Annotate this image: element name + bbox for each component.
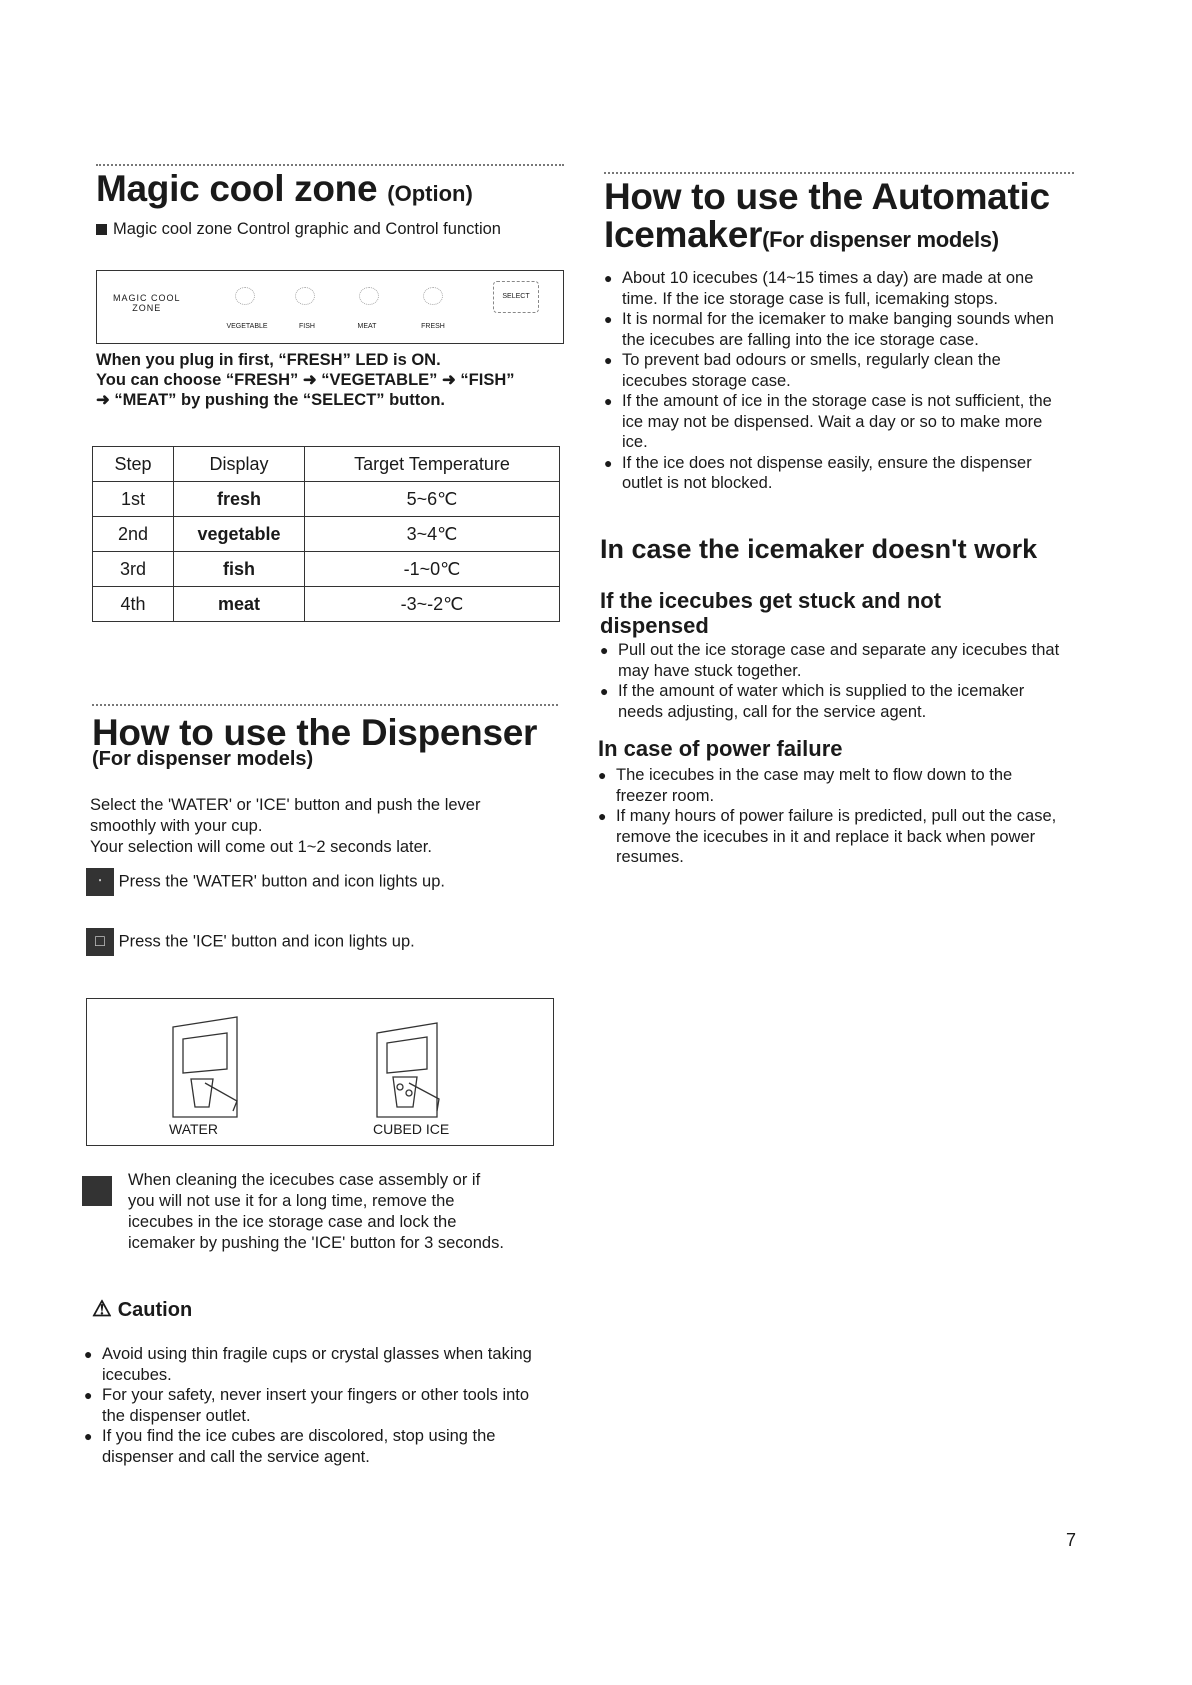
icemaker-title xyxy=(604,178,1050,259)
intro-line: smoothly with your cup. xyxy=(90,817,263,835)
water-note xyxy=(86,868,445,896)
water-label: WATER xyxy=(169,1121,218,1137)
magic-subtitle xyxy=(96,219,501,240)
icemaker-item: ● About 10 icecubes (14~15 times a day) are made at one time. If the ice storage case is full, icemaking stops. xyxy=(604,268,1064,309)
page-number: 7 xyxy=(1066,1530,1077,1550)
led-meat-icon xyxy=(359,287,379,305)
cell-display: vegetable xyxy=(174,517,305,552)
table-header-row xyxy=(93,447,560,482)
header-step: Step xyxy=(93,447,174,482)
water-note-text: Press the 'WATER' button and icon lights up. xyxy=(118,872,445,891)
control-panel-graphic xyxy=(96,270,564,344)
ice-note-text: Press the 'ICE' button and icon lights up. xyxy=(118,932,415,951)
icemaker-item: ● To prevent bad odours or smells, regularly clean the icecubes storage case. xyxy=(604,350,1064,391)
header-display: Display xyxy=(174,447,305,482)
caution-title: Caution xyxy=(117,1299,193,1321)
intro-line: Your selection will come out 1~2 seconds later. xyxy=(90,838,432,856)
subtitle-text: Magic cool zone Control graphic and Control function xyxy=(113,220,501,238)
icemaker-title-line2: Icemaker xyxy=(604,214,763,255)
icemaker-item: ● It is normal for the icemaker to make banging sounds when the icecubes are falling into the ice storage case. xyxy=(604,309,1064,350)
lock-note xyxy=(128,1170,504,1254)
led-fresh-icon xyxy=(423,287,443,305)
zone-label-line1: MAGIC COOL xyxy=(113,293,181,303)
led-label-fresh: FRESH xyxy=(421,323,445,330)
dispenser-subtitle: (For dispenser models) xyxy=(92,748,314,770)
title-text: Magic cool zone xyxy=(96,168,378,209)
dispenser-intro xyxy=(90,795,480,858)
intro-line: Select the 'WATER' or 'ICE' button and push the lever xyxy=(90,796,481,814)
cell-temperature: 3~4℃ xyxy=(305,517,560,552)
zone-label xyxy=(113,293,181,313)
caution-item: ● Avoid using thin fragile cups or crystal glasses when taking icecubes. xyxy=(84,1344,534,1385)
instruction-line: When you plug in first, “FRESH” LED is ON. xyxy=(96,351,441,369)
section-rule xyxy=(96,164,564,166)
icemaker-title-suffix: (For dispenser models) xyxy=(762,227,999,252)
water-button-icon: ‧ xyxy=(86,868,114,896)
cell-display: fish xyxy=(174,552,305,587)
header-target-temperature: Target Temperature xyxy=(305,447,560,482)
cell-step: 1st xyxy=(93,482,174,517)
led-fish-icon xyxy=(295,287,315,305)
lock-note-line: When cleaning the icecubes case assembly or if xyxy=(128,1171,481,1189)
caution-list xyxy=(84,1344,534,1467)
power-list xyxy=(598,765,1060,868)
dispenser-illustration xyxy=(86,998,554,1146)
cell-temperature: -3~-2℃ xyxy=(305,587,560,622)
dispenser-drawing xyxy=(87,999,553,1145)
power-item: ● If many hours of power failure is predicted, pull out the case, remove the icecubes in it and replace it back when power resumes. xyxy=(598,806,1060,868)
led-vegetable-icon xyxy=(235,287,255,305)
stuck-title: If the icecubes get stuck and not dispensed xyxy=(600,588,942,638)
cell-display: meat xyxy=(174,587,305,622)
led-label-fish: FISH xyxy=(299,323,315,330)
power-title: In case of power failure xyxy=(598,736,843,761)
icemaker-item: ● If the ice does not dispense easily, ensure the dispenser outlet is not blocked. xyxy=(604,453,1064,494)
cell-temperature: -1~0℃ xyxy=(305,552,560,587)
caution-item: ● If you find the ice cubes are discolored, stop using the dispenser and call the service agent. xyxy=(84,1426,534,1467)
ice-button-icon: □ xyxy=(86,928,114,956)
caution-item: ● For your safety, never insert your fingers or other tools into the dispenser outlet. xyxy=(84,1385,534,1426)
trouble-title: In case the icemaker doesn't work xyxy=(600,534,1038,564)
square-bullet-icon xyxy=(96,224,107,235)
table-row xyxy=(93,552,560,587)
title-option: (Option) xyxy=(387,181,473,206)
lock-note-line: icemaker by pushing the 'ICE' button for 3 seconds. xyxy=(128,1234,504,1252)
zone-label-line2: ZONE xyxy=(132,303,162,313)
section-rule xyxy=(604,172,1074,174)
section-rule xyxy=(92,704,558,706)
led-label-meat: MEAT xyxy=(357,323,377,330)
caution-heading xyxy=(92,1296,192,1322)
instruction-line: ➜ “MEAT” by pushing the “SELECT” button. xyxy=(96,391,445,409)
table-row xyxy=(93,517,560,552)
icemaker-item: ● If the amount of ice in the storage case is not sufficient, the ice may not be dispensed. Wait a day or so to make more ice. xyxy=(604,391,1064,453)
table-row xyxy=(93,482,560,517)
caution-hand-icon: ⚠ xyxy=(92,1296,112,1321)
table-row xyxy=(93,587,560,622)
lock-note-line: icecubes in the ice storage case and lock the xyxy=(128,1213,457,1231)
icemaker-title-line1: How to use the Automatic xyxy=(604,176,1050,217)
power-item: ● The icecubes in the case may melt to flow down to the freezer room. xyxy=(598,765,1060,806)
cell-step: 4th xyxy=(93,587,174,622)
stuck-list xyxy=(600,640,1060,722)
stuck-item: ● If the amount of water which is supplied to the icemaker needs adjusting, call for the service agent. xyxy=(600,681,1060,722)
temperature-table xyxy=(92,446,560,622)
cubed-ice-label: CUBED ICE xyxy=(373,1121,450,1137)
lock-note-line: you will not use it for a long time, remove the xyxy=(128,1192,455,1210)
instruction-line: You can choose “FRESH” ➜ “VEGETABLE” ➜ “FISH” xyxy=(96,371,515,389)
cell-step: 3rd xyxy=(93,552,174,587)
cell-display: fresh xyxy=(174,482,305,517)
stuck-item: ● Pull out the ice storage case and separate any icecubes that may have stuck together. xyxy=(600,640,1060,681)
cell-step: 2nd xyxy=(93,517,174,552)
magic-cool-zone-title xyxy=(96,170,473,213)
led-label-vegetable: VEGETABLE xyxy=(226,323,268,330)
dispenser-title: How to use the Dispenser xyxy=(92,712,538,753)
ice-note xyxy=(86,928,415,956)
select-button[interactable]: SELECT xyxy=(493,281,539,313)
magic-instructions xyxy=(96,350,515,410)
cell-temperature: 5~6℃ xyxy=(305,482,560,517)
lock-icon xyxy=(82,1176,112,1206)
icemaker-list xyxy=(604,268,1064,494)
